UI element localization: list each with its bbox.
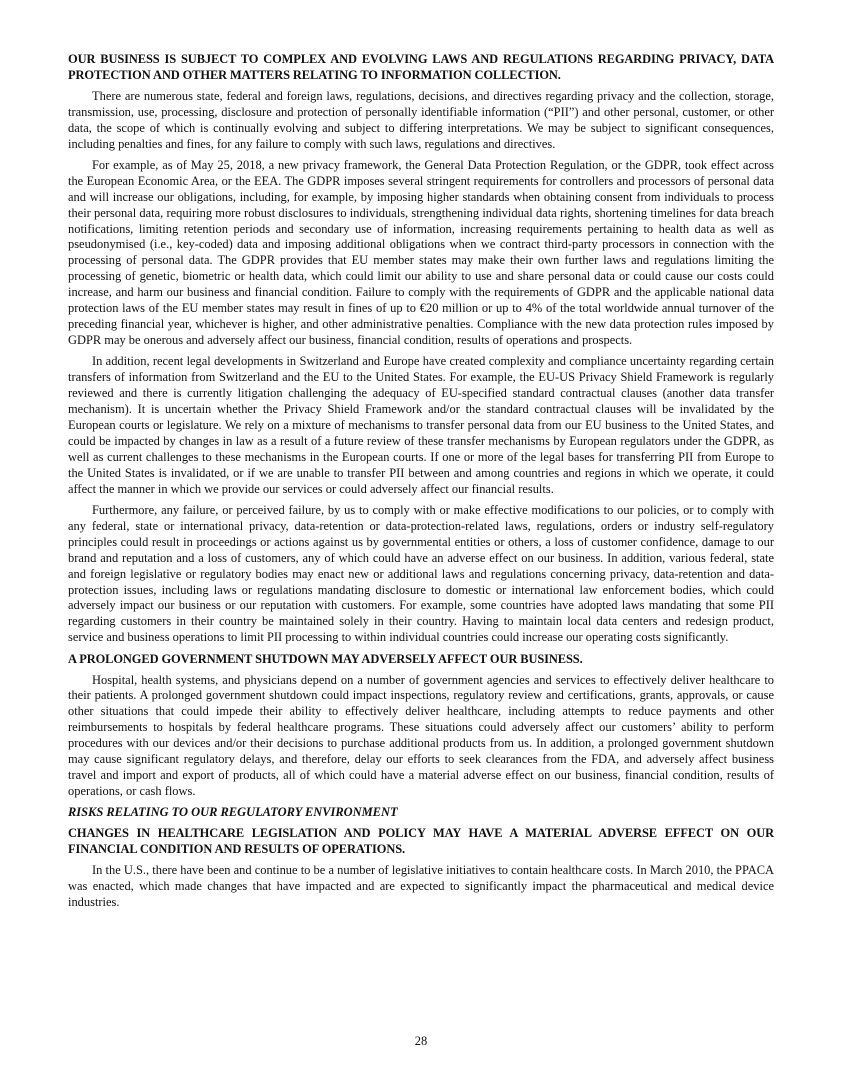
section-title-regulatory: RISKS RELATING TO OUR REGULATORY ENVIRONMENT	[68, 805, 398, 820]
paragraph-shutdown: Hospital, health systems, and physicians depend on a number of government agencies and services to effectively deliver healthcare to their patients. A prolonged government shutdown could impact inspections, regulatory review and certifications, grants, approvals, or cause other situations that could impede their ability to effectively deliver healthcare, including attempts to reduce payments and other reimbursements to hospitals by federal healthcare programs. These situations could adversely affect our customers’ ability to perform procedures with our devices and/or their decisions to purchase additional products from us. In addition, a prolonged government shutdown may cause significant regulatory delays, and therefore, delay our efforts to seek clearances from the FDA, and adversely affect business travel and import and export of products, all of which could have a material adverse effect on our business, financial condition, results of operations, or cash flows.	[68, 672, 774, 798]
paragraph-privacy-laws: There are numerous state, federal and foreign laws, regulations, decisions, and directives regarding privacy and the collection, storage, transmission, use, processing, disclosure and protection of personally identifiable information (“PII”) and other personal, customer, or other data, the scope of which is continually evolving and subject to differing interpretations. We may be subject to significant consequences, including penalties and fines, for any failure to comply with such laws, regulations and directives.	[68, 88, 774, 151]
document-page	[68, 52, 774, 916]
paragraph-switzerland-eu: In addition, recent legal developments in Switzerland and Europe have created complexity and compliance uncertainty regarding certain transfers of information from Switzerland and the EU to the United States. For example, the EU-US Privacy Shield Framework is regularly reviewed and there is currently litigation challenging the adequacy of EU-specified standard contractual clauses (another data transfer mechanism). It is uncertain whether the Privacy Shield Framework and/or the standard contractual clauses will be invalidated by the European courts or legislature. We rely on a mixture of mechanisms to transfer personal data from our EU business to the United States, and could be impacted by changes in law as a result of a future review of these transfer mechanisms by European regulators under the GDPR, as well as current challenges to these mechanisms in the European courts. If one or more of the legal bases for transferring PII from Europe to the United States is invalidated, or if we are unable to transfer PII between and among countries and regions in which we operate, it could affect the manner in which we provide our services or could adversely affect our financial results.	[68, 354, 774, 496]
paragraph-ppaca: In the U.S., there have been and continue to be a number of legislative initiatives to contain healthcare costs. In March 2010, the PPACA was enacted, which made changes that have impacted and are expected to significantly impact the pharmaceutical and medical device industries.	[68, 863, 774, 909]
heading-privacy: OUR BUSINESS IS SUBJECT TO COMPLEX AND EVOLVING LAWS AND REGULATIONS REGARDING PRIVACY, DATA PROTECTION AND OTHER MATTERS RELATING TO INFORMATION COLLECTION.	[68, 52, 774, 82]
paragraph-compliance-failure: Furthermore, any failure, or perceived failure, by us to comply with or make effective modifications to our policies, or to comply with any federal, state or international privacy, data-retention or data-protection-related laws, regulations, orders or industry self-regulatory principles could result in proceedings or actions against us by governmental entities or others, a loss of customer confidence, damage to our brand and reputation and a loss of customers, any of which could have an adverse effect on our business. In addition, various federal, state and foreign legislative or regulatory bodies may enact new or additional laws and regulations concerning privacy, data-retention and data-protection issues, including laws or regulations mandating disclosure to domestic or international law enforcement bodies, which could adversely impact our business or our reputation with customers. For example, some countries have adopted laws mandating that some PII regarding customers in their country be maintained solely in their country. Having to maintain local data centers and redesign product, service and business operations to limit PII processing to within individual countries could increase our operating costs significantly.	[68, 502, 774, 645]
paragraph-gdpr: For example, as of May 25, 2018, a new privacy framework, the General Data Protection Regulation, or the GDPR, took effect across the European Economic Area, or the EEA. The GDPR imposes several stringent requirements for controllers and processors of personal data and will increase our obligations, including, for example, by imposing higher standards when obtaining consent from individuals to process their personal data, requiring more robust disclosures to individuals, strengthening individual data rights, shortening timelines for data breach notifications, limiting retention periods and secondary use of information, increasing requirements pertaining to health data as well as pseudonymised (i.e., key-coded) data and imposing additional obligations when we contract third-party processors in connection with the processing of personal data. The GDPR provides that EU member states may make their own further laws and regulations limiting the processing of genetic, biometric or health data, which could limit our ability to use and share personal data or could cause our costs could increase, and harm our business and financial condition. Failure to comply with the requirements of GDPR and the applicable national data protection laws of the EU member states may result in fines of up to €20 million or up to 4% of the total worldwide annual turnover of the preceding financial year, whichever is higher, and other administrative penalties. Compliance with the new data protection rules imposed by GDPR may be onerous and adversely affect our business, financial condition, results of operations and prospects.	[68, 157, 774, 347]
page-number: 28	[414, 1034, 428, 1048]
heading-healthcare-legislation: CHANGES IN HEALTHCARE LEGISLATION AND POLICY MAY HAVE A MATERIAL ADVERSE EFFECT ON OUR FINANCIAL CONDITION AND RESULTS OF OPERATIONS.	[68, 826, 774, 857]
heading-government-shutdown: A PROLONGED GOVERNMENT SHUTDOWN MAY ADVERSELY AFFECT OUR BUSINESS.	[68, 651, 583, 666]
